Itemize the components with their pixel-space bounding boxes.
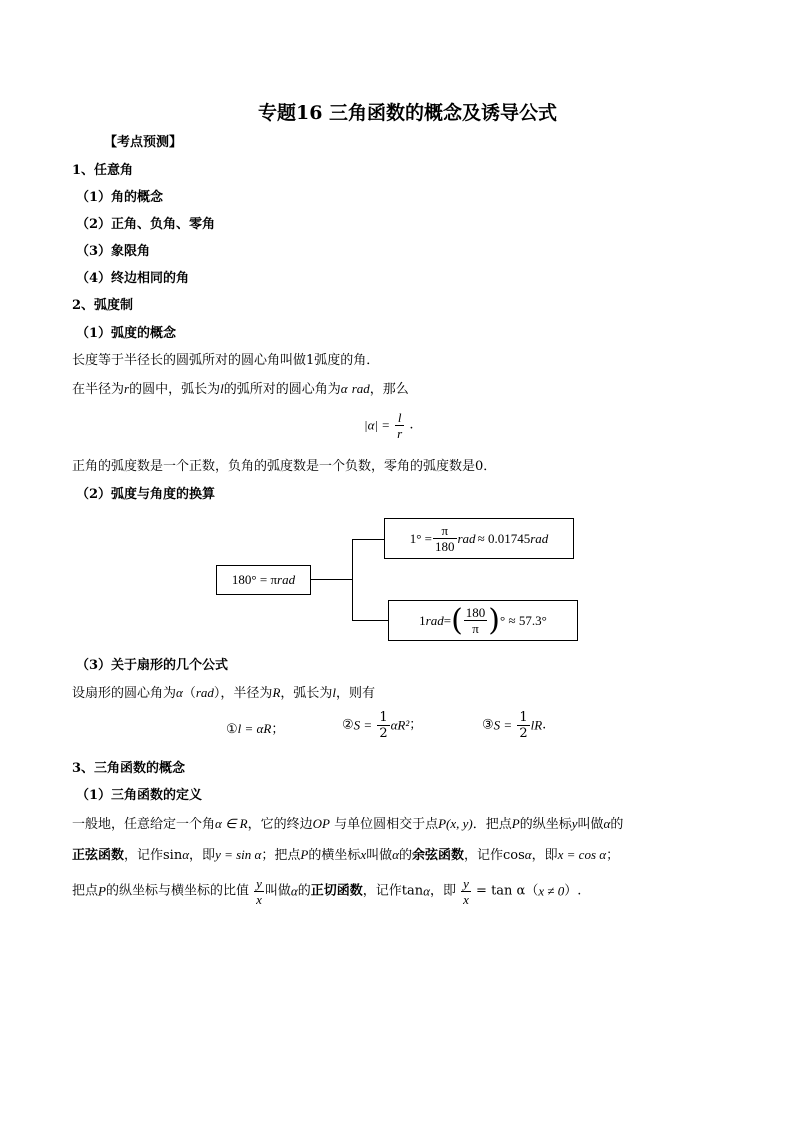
paragraph: 正角的弧度数是一个正数，负角的弧度数是一个负数，零角的弧度数是0．	[72, 459, 497, 474]
subheading: （1）三角函数的定义	[76, 788, 203, 803]
subheading: （3）关于扇形的几个公式	[76, 658, 229, 673]
formula-3: ③S = $\frac{1}{2}$ lR.	[482, 710, 547, 741]
subheading: （1）弧度的概念	[76, 326, 177, 341]
list-item: （2）正角、负角、零角	[76, 217, 216, 232]
paragraph: 一般地，任意给定一个角α ∈ R，它的终边OP 与单位圆相交于点P(x, y)．把点P的纵坐标y叫做α的	[72, 816, 624, 832]
paragraph: 设扇形的圆心角为α（rad），半径为R，弧长为l，则有	[72, 685, 376, 701]
paragraph: 长度等于半径长的圆弧所对的圆心角叫做1弧度的角．	[72, 353, 380, 368]
paragraph: 正弦函数，记作sinα，即y = sin α；把点P的横坐标x叫做α的余弦函数，记作cosα，即x = cos α；	[72, 847, 620, 863]
list-item: （3）象限角	[76, 244, 151, 259]
subheading: （2）弧度与角度的换算	[76, 487, 216, 502]
formula-2: ②S = $\frac{1}{2}$ αR²；	[342, 710, 423, 741]
list-item: （1）角的概念	[76, 190, 164, 205]
connector	[352, 539, 384, 540]
heading-2: 2、弧度制	[72, 298, 134, 313]
section-heading: 【考点预测】	[104, 135, 183, 150]
box-one-degree: 1° = $\frac{\pi}{180}$ rad ≈ 0.01745 rad	[384, 518, 574, 559]
equation: |α| = $\frac{l}{r}$ .	[364, 410, 414, 441]
heading-3: 3、三角函数的概念	[72, 761, 186, 776]
connector	[352, 539, 353, 621]
paragraph: 把点P的纵坐标与横坐标的比值 $\frac{y}{x}$ 叫做α的正切函数，记作tanα，即 $\frac{y}{x}$ = tan α（x ≠ 0）.	[72, 876, 582, 907]
heading-1: 1、任意角	[72, 163, 134, 178]
page-title: 专题16 三角函数的概念及诱导公式	[258, 102, 558, 124]
paragraph: 在半径为r的圆中，弧长为l的弧所对的圆心角为α rad，那么	[72, 381, 409, 397]
connector	[352, 620, 388, 621]
list-item: （4）终边相同的角	[76, 271, 190, 286]
box-one-radian: 1 rad = ( $\frac{180}{\pi}$ ) ° ≈ 57.3°	[388, 600, 578, 641]
box-180-deg: 180° = π rad	[216, 565, 311, 595]
formula-1: ①l = αR；	[226, 721, 285, 737]
connector	[311, 579, 353, 580]
